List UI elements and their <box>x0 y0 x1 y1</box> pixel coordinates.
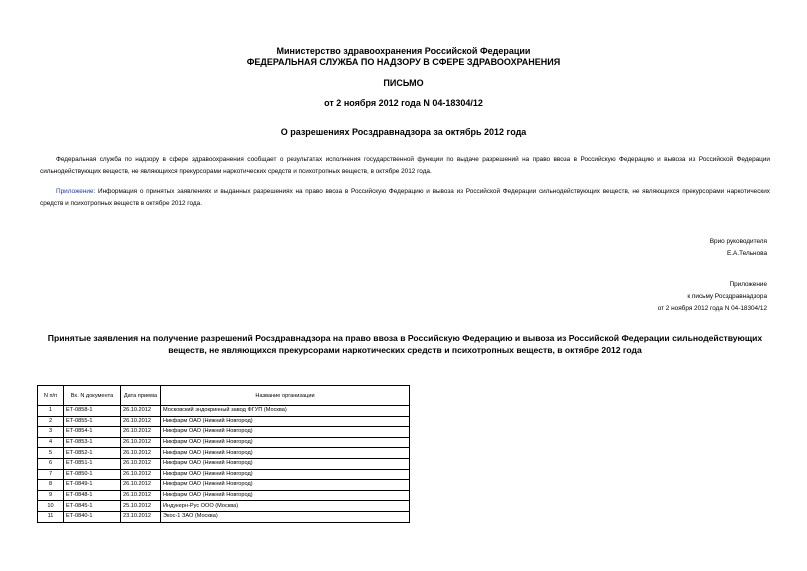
row-number-cell: 5 <box>38 448 64 459</box>
applications-table <box>37 385 410 523</box>
table-body <box>38 406 410 523</box>
ministry-name: Министерство здравоохранения Российской Федерации <box>276 46 531 56</box>
row-receipt-date-cell: 26.10.2012 <box>121 458 161 469</box>
row-incoming-number-cell: ЕТ-0851-1 <box>64 458 121 469</box>
row-incoming-number-cell: ЕТ-0849-1 <box>64 480 121 491</box>
annex-ref-line2: к письму Росздравнадзора <box>687 293 767 300</box>
annex-ref-line1: Приложение <box>729 281 767 288</box>
document-date-number: от 2 ноября 2012 года N 04-18304/12 <box>324 98 483 108</box>
row-organization-cell: Экос-1 ЗАО (Москва) <box>161 511 410 522</box>
table-row <box>38 490 410 501</box>
table-row <box>38 469 410 480</box>
row-organization-cell: Никфарм ОАО (Нижний Новгород) <box>161 427 410 438</box>
row-organization-cell: Никфарм ОАО (Нижний Новгород) <box>161 416 410 427</box>
row-receipt-date-cell: 26.10.2012 <box>121 448 161 459</box>
row-organization-cell: Московский эндокринный завод ФГУП (Москва) <box>161 406 410 417</box>
appendix-link[interactable]: Приложение <box>56 188 94 195</box>
table-header-row <box>38 386 410 406</box>
row-receipt-date-cell: 26.10.2012 <box>121 490 161 501</box>
row-incoming-number-cell: ЕТ-0850-1 <box>64 469 121 480</box>
signature-position: Врио руководителя <box>709 238 767 245</box>
annex-title: Принятые заявления на получение разрешений Росздравнадзора на право ввоза в Российскую Федерацию и вывоза из Российской Федерации сильнодействующих веществ, не являющихся прекурсорами наркотических средств и психотропных веществ, в октябре 2012 года <box>47 333 763 355</box>
signature-name: Е.А.Тельнова <box>727 250 767 257</box>
row-incoming-number-cell: ЕТ-0840-1 <box>64 511 121 522</box>
row-organization-cell: Индукерн-Рус ООО (Москва) <box>161 501 410 512</box>
appendix-description: : Информация о принятых заявлениях и выданных разрешениях на право ввоза в Российскую Федерацию и вывоза из Российской Федерации сильнодействующих веществ, не являющихся прекурсорами наркотических средств и психотропных веществ в октябре 2012 года. <box>40 188 770 207</box>
table-row <box>38 406 410 417</box>
table-row <box>38 480 410 491</box>
table-row <box>38 511 410 522</box>
document-subject: О разрешениях Росздравнадзора за октябрь 2012 года <box>280 127 527 137</box>
table-row <box>38 458 410 469</box>
row-number-cell: 11 <box>38 511 64 522</box>
row-incoming-number-cell: ЕТ-0845-1 <box>64 501 121 512</box>
header-number: N п/п <box>38 386 64 406</box>
table-row <box>38 427 410 438</box>
row-receipt-date-cell: 26.10.2012 <box>121 437 161 448</box>
row-organization-cell: Никфарм ОАО (Нижний Новгород) <box>161 437 410 448</box>
row-organization-cell: Никфарм ОАО (Нижний Новгород) <box>161 469 410 480</box>
row-receipt-date-cell: 26.10.2012 <box>121 416 161 427</box>
row-organization-cell: Никфарм ОАО (Нижний Новгород) <box>161 448 410 459</box>
body-paragraph: Федеральная служба по надзору в сфере здравоохранения сообщает о результатах исполнения государственной функции по выдаче разрешений на право ввоза в Российскую Федерацию и вывоза из Российской Федерации сильнодействующих веществ, не являющихся прекурсорами наркотических средств и психотропных веществ, в октябре 2012 года. <box>40 156 770 175</box>
row-receipt-date-cell: 26.10.2012 <box>121 406 161 417</box>
row-number-cell: 2 <box>38 416 64 427</box>
row-number-cell: 7 <box>38 469 64 480</box>
row-receipt-date-cell: 26.10.2012 <box>121 427 161 438</box>
row-number-cell: 6 <box>38 458 64 469</box>
row-receipt-date-cell: 26.10.2012 <box>121 480 161 491</box>
row-organization-cell: Никфарм ОАО (Нижний Новгород) <box>161 480 410 491</box>
table-row <box>38 501 410 512</box>
header-incoming-number: Вх. N документа <box>64 386 121 406</box>
row-number-cell: 1 <box>38 406 64 417</box>
row-incoming-number-cell: ЕТ-0848-1 <box>64 490 121 501</box>
row-receipt-date-cell: 25.10.2012 <box>121 501 161 512</box>
table-row <box>38 437 410 448</box>
row-receipt-date-cell: 23.10.2012 <box>121 511 161 522</box>
header-organization: Название организации <box>161 386 410 406</box>
row-number-cell: 10 <box>38 501 64 512</box>
row-receipt-date-cell: 26.10.2012 <box>121 469 161 480</box>
row-incoming-number-cell: ЕТ-0852-1 <box>64 448 121 459</box>
table-row <box>38 448 410 459</box>
table-row <box>38 416 410 427</box>
service-name: ФЕДЕРАЛЬНАЯ СЛУЖБА ПО НАДЗОРУ В СФЕРЕ ЗДРАВООХРАНЕНИЯ <box>246 57 561 67</box>
row-incoming-number-cell: ЕТ-0855-1 <box>64 416 121 427</box>
row-number-cell: 4 <box>38 437 64 448</box>
row-organization-cell: Никфарм ОАО (Нижний Новгород) <box>161 490 410 501</box>
row-number-cell: 8 <box>38 480 64 491</box>
appendix-paragraph <box>40 186 770 210</box>
row-number-cell: 9 <box>38 490 64 501</box>
header-receipt-date: Дата приема <box>121 386 161 406</box>
row-incoming-number-cell: ЕТ-0853-1 <box>64 437 121 448</box>
row-incoming-number-cell: ЕТ-0854-1 <box>64 427 121 438</box>
row-incoming-number-cell: ЕТ-0858-1 <box>64 406 121 417</box>
annex-ref-line3: от 2 ноября 2012 года N 04-18304/12 <box>657 305 767 312</box>
document-type: ПИСЬМО <box>383 78 424 88</box>
row-organization-cell: Никфарм ОАО (Нижний Новгород) <box>161 458 410 469</box>
row-number-cell: 3 <box>38 427 64 438</box>
